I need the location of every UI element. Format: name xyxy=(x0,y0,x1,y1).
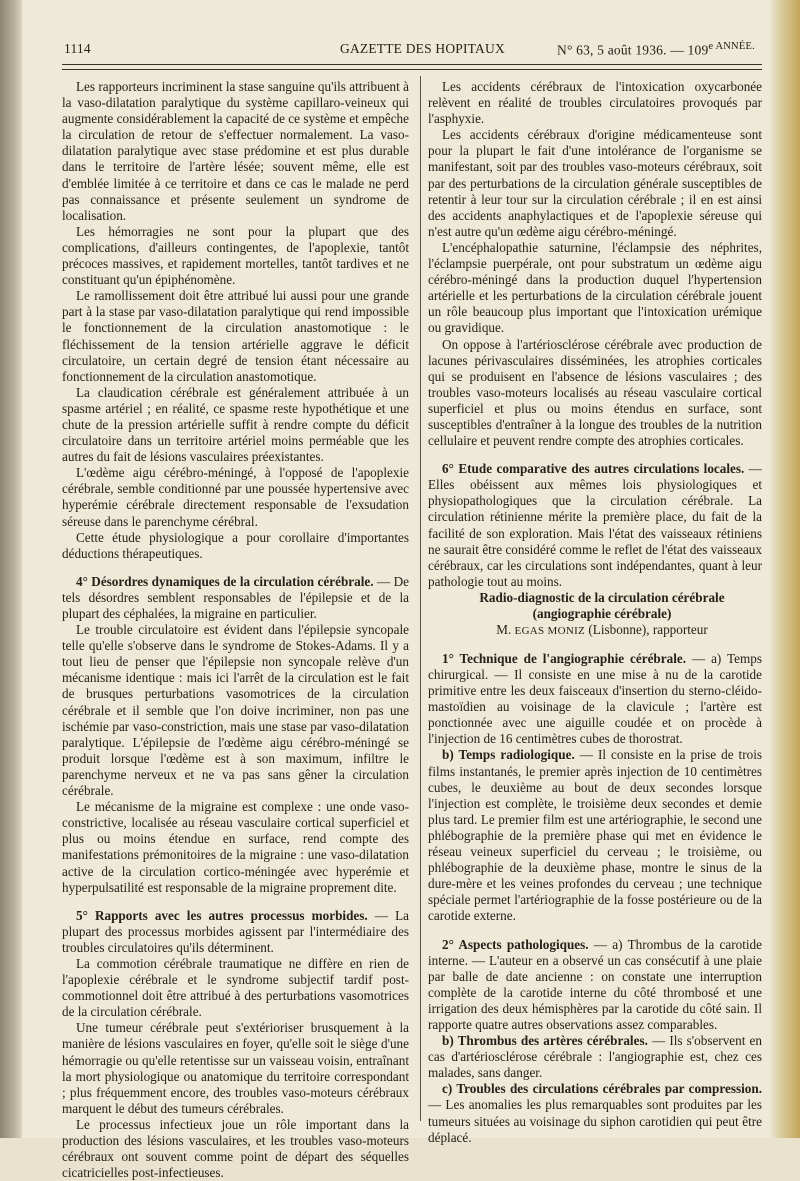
running-header xyxy=(40,41,766,61)
paragraph xyxy=(62,79,409,224)
paragraph-text: — La plupart des processus morbides agissent par l'intermédiaire des troubles circulatoires qu'ils déterminent. xyxy=(62,907,409,955)
section-heading: c) Troubles des circulations cérébrales par compression. xyxy=(442,1081,762,1097)
paragraph xyxy=(62,224,409,288)
paragraph xyxy=(428,1033,762,1081)
paragraph xyxy=(428,747,762,924)
paragraph-text: Le ramollissement doit être attribué lui aussi pour une grande part à la stase par vaso-dilatation paralytique qui rend impossible le fonctionnement de la circulation anastomotique : le fléchissement de la tension artérielle aggrave le déficit circulatoire, un certain degré de tension étant nécessaire au fonctionnement de la circulation anastomotique. xyxy=(62,288,409,384)
paragraph-text: — Il consiste en la prise de trois films instantanés, le premier après injection de 10 centimètres cubes, le deuxième au bout de deux secondes lorsque l'injection est complète, le troisième deux secondes et demie plus tard. Le premier film est une artériographie, le second une phlébographie de la première phase qui met en évidence le réseau veineux superficiel du cerveau ; le troisième, ou phlébographie de la deuxième phase, montre le sinus de la dure-mère et les veines profondes du cerveau ; une technique spéciale permet l'artériographie de la fosse postérieure ou de la carotide externe. xyxy=(428,747,762,924)
paragraph-text: — Ils s'observent en cas d'artériosclérose cérébrale : l'angiographie est, chez ces malades, sans danger. xyxy=(428,1033,762,1081)
paragraph-text: Cette étude physiologique a pour corollaire d'importantes déductions thérapeutiques. xyxy=(62,529,409,561)
paragraph-text: L'encéphalopathie saturnine, l'éclampsie des néphrites, l'éclampsie puerpérale, ont pour substratum un œdème aigu cérébro-méningé dans la production duquel l'hypertension artérielle et les perturbations de la circulation cérébrale jouent un rôle beaucoup plus important que l'intoxication urémique ou gravidique. xyxy=(428,239,762,336)
section-heading: 2° Aspects pathologiques. xyxy=(442,936,589,952)
paragraph-text: Le trouble circulatoire est évident dans l'épilepsie syncopale telle qu'elle s'observe dans le syndrome de Stokes-Adams. Il y a tout lieu de penser que l'épilepsie non syncopale relève d'un mécanisme identique : mais ici l'arrêt de la circulation est le fait de brusques perturbations vasomotrices de la circulation cérébrale et il semble que l'on doive incriminer, non pas une ischémie par vaso-constriction, mais une stase par vaso-dilatation paralytique. L'épilepsie de l'œdème aigu cérébro-méningé se produit lorsque l'œdème est à son maximum, infiltre le parenchyme nerveux et ne va pas sans gêner la circulation cérébrale. xyxy=(62,622,409,799)
paragraph xyxy=(62,799,409,896)
paragraph xyxy=(62,288,409,385)
paragraph xyxy=(428,240,762,337)
section-heading: 6° Etude comparative des autres circulations locales. xyxy=(442,461,745,477)
article-title: Radio-diagnostic de la circulation cérébrale xyxy=(479,589,725,605)
paragraph-text: Les rapporteurs incriminent la stase sanguine qu'ils attribuent à la vaso-dilatation paralytique du système capillaro-veineux qui augmente considérablement la capacité de ce système et empêche la circulation de retour de s'effectuer normalement. La vaso-dilatation paralytique avec stase prédomine et est plus durable dans le territoire de l'artère lésée; souvent même, elle est d'emblée limitée à ce territoire et dans ce cas le malade ne perd pas connaissance et présente seulement un syndrome de localisation. xyxy=(62,79,409,223)
paragraph xyxy=(62,1117,409,1181)
issue-year: e ANNÉE. xyxy=(708,41,755,52)
section-paragraph xyxy=(428,651,762,748)
paragraph xyxy=(62,530,409,562)
journal-title: GAZETTE DES HOPITAUX xyxy=(340,41,505,56)
section-paragraph xyxy=(428,461,762,590)
paragraph xyxy=(428,337,762,450)
binding-edge xyxy=(0,0,24,1138)
byline-affiliation: (Lisbonne), rapporteur xyxy=(585,621,708,637)
header-rule-thin xyxy=(62,69,762,70)
section-heading: 4° Désordres dynamiques de la circulation cérébrale. xyxy=(76,573,374,589)
issue-line xyxy=(557,41,755,59)
paragraph-text: Le processus infectieux joue un rôle important dans la production des lésions vasculaires, et les troubles vaso-moteurs cérébraux ont souvent comme point de départ des séquelles cicatricielles post-infectieuses. xyxy=(62,1116,409,1181)
section-heading: 5° Rapports avec les autres processus morbides. xyxy=(76,907,368,923)
column-divider xyxy=(420,76,421,1121)
paragraph-text: — Les anomalies les plus remarquables sont produites par les tumeurs situées au voisinage du siphon carotidien qui peut être déplacé. xyxy=(428,1097,762,1145)
paragraph xyxy=(428,127,762,240)
left-column xyxy=(62,79,409,1181)
author-name: EGAS MONIZ xyxy=(514,624,586,637)
paragraph-text: Les accidents cérébraux de l'intoxication oxycarbonée relèvent en réalité de troubles circulatoires provoqués par l'asphyxie. xyxy=(428,79,762,127)
right-column xyxy=(428,79,762,1146)
paragraph-text: — De tels désordres semblent responsables de l'épilepsie et de la plupart des céphalées, la migraine en particulier. xyxy=(62,573,409,621)
page-number: 1114 xyxy=(64,41,91,56)
header-rule-thick xyxy=(62,64,762,65)
paragraph-text: On oppose à l'artériosclérose cérébrale avec production de lacunes périvasculaires disséminées, les atrophies corticales qui se produisent en l'absence de lésions vasculaires ; des troubles vaso-moteurs localisés au réseau vasculaire cortical superficiel et plus ou moins étendus en surface, sont susceptibles d'entraîner à la longue des troubles de la nutrition cellulaire et peuvent rendre compte des atrophies corticales. xyxy=(428,336,762,449)
author-byline xyxy=(428,622,762,639)
section-heading: b) Temps radiologique. xyxy=(442,747,575,763)
paragraph xyxy=(62,1020,409,1117)
paragraph-text: Le mécanisme de la migraine est complexe : une onde vaso-constrictive, localisée au réseau vasculaire cortical superficiel et plus ou moins étendue en surface, rend compte des manifestations prémonitoires de la migraine : une vaso-dilatation active de la circulation cortico-méningée avec hyperémie et hyperpulsatilité est responsable de la migraine proprement dite. xyxy=(62,799,409,895)
paragraph-text: La claudication cérébrale est généralement attribuée à un spasme artériel ; en réalité, ce spasme reste hypothétique et une chute de la pression artérielle suffit à rendre compte du déficit circulatoire dans un territoire artériel moins perméable que les autres du fait de lésions vasculaires préexistantes. xyxy=(62,384,409,465)
paragraph xyxy=(428,79,762,127)
paragraph xyxy=(62,465,409,529)
section-paragraph xyxy=(62,908,409,956)
section-paragraph xyxy=(62,574,409,622)
paragraph xyxy=(62,956,409,1020)
paragraph-text: Les hémorragies ne sont pour la plupart que des complications, d'ailleurs contingentes, de l'apoplexie, tantôt précoces massives, et rapidement mortelles, tantôt tardives et ne constituant qu'un épiphénomène. xyxy=(62,223,409,288)
byline-prefix: M. xyxy=(496,621,515,637)
paragraph-text: La commotion cérébrale traumatique ne diffère en rien de l'apoplexie cérébrale et le syndrome subjectif tardif post-commotionnel doit être attribué à des perturbations vasomotrices de la circulation cérébrale. xyxy=(62,955,409,1020)
paragraph-text: L'œdème aigu cérébro-méningé, à l'opposé de l'apoplexie cérébrale, semble conditionné par une poussée hypertensive avec hyperémie cérébrale directement responsable de l'exsudation séreuse dans le parenchyme cérébral. xyxy=(62,465,409,529)
paragraph xyxy=(428,1081,762,1145)
paragraph-text: — a) Thrombus de la carotide interne. — L'auteur en a observé un cas consécutif à une plaie par balle de date ancienne : on constate une interruption complète de la carotide interne du côté thrombosé et une irrigation des deux hémisphères par la carotide du côté sain. Il rapporte quatre autres observations assez comparables. xyxy=(428,936,762,1032)
issue-date: N° 63, 5 août 1936. — 109 xyxy=(557,42,709,58)
section-heading: 1° Technique de l'angiographie cérébrale. xyxy=(442,650,687,666)
paragraph xyxy=(62,622,409,799)
section-paragraph xyxy=(428,937,762,1034)
section-heading: b) Thrombus des artères cérébrales. xyxy=(442,1033,648,1049)
paragraph-text: Les accidents cérébraux d'origine médicamenteuse sont pour la plupart le fait d'une intolérance de l'organisme se manifestant, soit par des troubles vaso-moteurs cérébraux, soit par des perturbations de la circulation générale susceptibles de retentir à leur tour sur la circulation cérébrale ; il en est ainsi des accidents anaphylactiques et de l'apoplexie séreuse qui n'est autre qu'un œdème aigu cérébro-méningé. xyxy=(428,127,762,239)
paragraph-text: Une tumeur cérébrale peut s'extérioriser brusquement à la manière de lésions vasculaires en foyer, qu'elle soit le siège d'une hémorragie ou qu'elle retentisse sur un vaisseau voisin, entraînant la mort physiologique ou anatomique du territoire correspondant ; plus fréquemment encore, des troubles vaso-moteurs cérébraux marquent le début des tumeurs cérébrales. xyxy=(62,1020,409,1116)
paragraph-text: — Elles obéissent aux mêmes lois physiologiques et physiopathologiques que la circulation cérébrale. La circulation rétinienne mérite la première place, du fait de la facilité de son exploration. Mais l'état des vaisseaux rétiniens ne saurait être considéré comme le reflet de l'état des vaisseaux cérébraux, car les circulations sont indépendantes, quant à leur pathologie tout au moins. xyxy=(428,461,762,589)
paragraph-text: — a) Temps chirurgical. — Il consiste en une mise à nu de la carotide primitive entre les deux faisceaux d'insertion du sterno-cléido-mastoïdien au voisinage de la clavicule ; l'artère est ponctionnée avec une aiguille coudée et on procède à l'injection de 16 centimètres cubes de thorostrat. xyxy=(428,650,762,747)
page-edge xyxy=(770,0,800,1138)
paragraph xyxy=(62,385,409,465)
article-subtitle: (angiographie cérébrale) xyxy=(532,605,672,621)
